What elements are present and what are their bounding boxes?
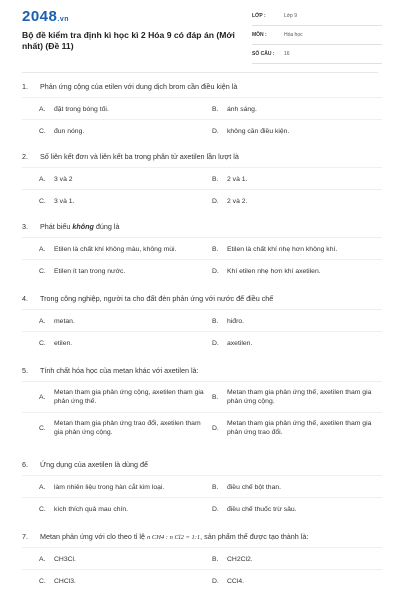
options-row [22, 309, 382, 332]
option-letter: C. [39, 340, 46, 347]
option-text: CH3Cl. [54, 556, 76, 563]
meta-value: Hóa học [284, 32, 303, 38]
option-letter: A. [39, 106, 46, 113]
option-letter: D. [212, 425, 219, 432]
option-letter: A. [39, 246, 46, 253]
option-letter: B. [212, 556, 219, 563]
question-stem: Trong công nghiệp, người ta cho đất đèn phản ứng với nước để điều chế [40, 294, 274, 303]
option-text: CHCl3. [54, 578, 76, 585]
meta-label: SỐ CÂU : [252, 51, 275, 57]
options-row [22, 475, 382, 498]
option-text: etilen. [54, 340, 73, 347]
option-letter: A. [39, 484, 46, 491]
question-text [22, 222, 382, 232]
meta-row-subject [252, 29, 382, 45]
option-text: metan. [54, 318, 75, 325]
option-letter: A. [39, 556, 46, 563]
option-text: axetilen. [227, 340, 253, 347]
question-stem-after: , sản phẩm thế được tạo thành là: [200, 532, 309, 541]
question-number: 5. [22, 366, 28, 375]
options-row [22, 547, 382, 570]
option-letter: D. [212, 578, 219, 585]
option-text: Etilen ít tan trong nước. [54, 268, 126, 275]
question-text [22, 366, 382, 376]
option-text: CH2Cl2. [227, 556, 253, 563]
question-3 [22, 222, 382, 275]
option-text: Metan tham gia phản ứng thế, axetilen tham gia phản ứng trao đổi. [227, 420, 372, 436]
ratio-formula: n CH4 : n Cl2 = 1:1 [147, 534, 201, 541]
option-text: Khí etilen nhẹ hơn khí axetilen. [227, 268, 321, 275]
options-row [22, 97, 382, 120]
option-letter: A. [39, 318, 46, 325]
option-letter: A. [39, 394, 46, 401]
option-letter: B. [212, 394, 219, 401]
option-text: Etilen là chất khí không màu, không mùi. [54, 246, 177, 253]
logo-text: 2048 [22, 8, 58, 25]
question-text [22, 460, 382, 470]
page-title: Bộ đề kiểm tra định kì học kì 2 Hóa 9 có đáp án (Mới nhất) (Đề 11) [22, 30, 235, 51]
question-1 [22, 82, 382, 135]
options-row [22, 412, 382, 443]
question-stem-before: Metan phản ứng với clo theo tỉ lệ [40, 532, 148, 541]
question-7 [22, 532, 382, 585]
option-text: Metan tham gia phản ứng cộng, axetilen tham gia phản ứng thế. [54, 389, 204, 405]
option-letter: A. [39, 176, 46, 183]
option-letter: B. [212, 318, 219, 325]
option-text: điều chế bột than. [227, 484, 282, 491]
options-row [22, 237, 382, 260]
question-number: 6. [22, 460, 28, 469]
site-logo[interactable] [22, 8, 69, 25]
option-letter: D. [212, 340, 219, 347]
option-letter: C. [39, 128, 46, 135]
option-text: điều chế thuốc trừ sâu. [227, 506, 297, 513]
question-keyword: không [72, 222, 94, 231]
option-text: không cần điều kiện. [227, 128, 290, 135]
option-text: ánh sáng. [227, 106, 257, 113]
option-text: 2 và 1. [227, 176, 248, 183]
options-row [22, 381, 382, 412]
meta-info [252, 10, 382, 67]
meta-label: LỚP : [252, 13, 266, 19]
header-divider [22, 72, 378, 73]
option-letter: D. [212, 268, 219, 275]
option-letter: D. [212, 506, 219, 513]
question-number: 2. [22, 152, 28, 161]
question-number: 3. [22, 222, 28, 231]
option-letter: B. [212, 106, 219, 113]
question-number: 1. [22, 82, 28, 91]
question-stem-before: Phát biểu [40, 222, 73, 231]
options-row [22, 259, 382, 282]
question-5 [22, 366, 382, 436]
option-letter: C. [39, 268, 46, 275]
option-text: hiđro. [227, 318, 245, 325]
option-text: 3 và 2 [54, 176, 73, 183]
option-letter: C. [39, 198, 46, 205]
meta-label: MÔN : [252, 32, 267, 38]
question-text [22, 152, 382, 162]
option-letter: C. [39, 506, 46, 513]
question-number: 4. [22, 294, 28, 303]
options-row [22, 167, 382, 190]
option-letter: B. [212, 176, 219, 183]
meta-value: Lớp 9 [284, 13, 298, 19]
question-2 [22, 152, 382, 205]
option-letter: D. [212, 128, 219, 135]
question-text [22, 82, 382, 92]
question-text [22, 532, 382, 543]
options-row [22, 331, 382, 354]
option-text: 3 và 1. [54, 198, 75, 205]
meta-row-class [252, 10, 382, 26]
question-stem: Tính chất hóa học của metan khác với axetilen là: [40, 366, 199, 375]
option-letter: D. [212, 198, 219, 205]
option-text: đun nóng. [54, 128, 85, 135]
question-number: 7. [22, 532, 28, 541]
option-text: Etilen là chất khí nhẹ hơn không khí. [227, 246, 338, 253]
option-text: Metan tham gia phản ứng trao đổi, axetilen tham gia phản ứng cộng. [54, 420, 201, 436]
question-stem: Phản ứng cộng của etilen với dung dịch brom cần điều kiện là [40, 82, 238, 91]
logo-tld: .vn [57, 16, 69, 23]
option-text: 2 và 2. [227, 198, 248, 205]
meta-value: 16 [284, 51, 290, 57]
options-row [22, 497, 382, 520]
option-text: CCl4. [227, 578, 244, 585]
option-text: Metan tham gia phản ứng thế, axetilen tham gia phản ứng cộng. [227, 389, 372, 405]
option-text: đặt trong bóng tối. [54, 106, 109, 113]
meta-row-count [252, 48, 382, 64]
question-stem: Ứng dụng của axetilen là dùng để [40, 460, 149, 469]
option-letter: B. [212, 484, 219, 491]
question-6 [22, 460, 382, 513]
header [0, 0, 400, 72]
option-letter: C. [39, 578, 46, 585]
question-stem-after: đúng là [93, 222, 120, 231]
option-text: kích thích quả mau chín. [54, 506, 129, 513]
options-row [22, 119, 382, 142]
options-row [22, 569, 382, 592]
option-letter: C. [39, 425, 46, 432]
question-4 [22, 294, 382, 347]
option-letter: B. [212, 246, 219, 253]
question-stem: Số liên kết đơn và liên kết ba trong phân tử axetilen lần lượt là [40, 152, 239, 161]
question-text [22, 294, 382, 304]
options-row [22, 189, 382, 212]
option-text: làm nhiên liệu trong hàn cắt kim loại. [54, 484, 165, 491]
